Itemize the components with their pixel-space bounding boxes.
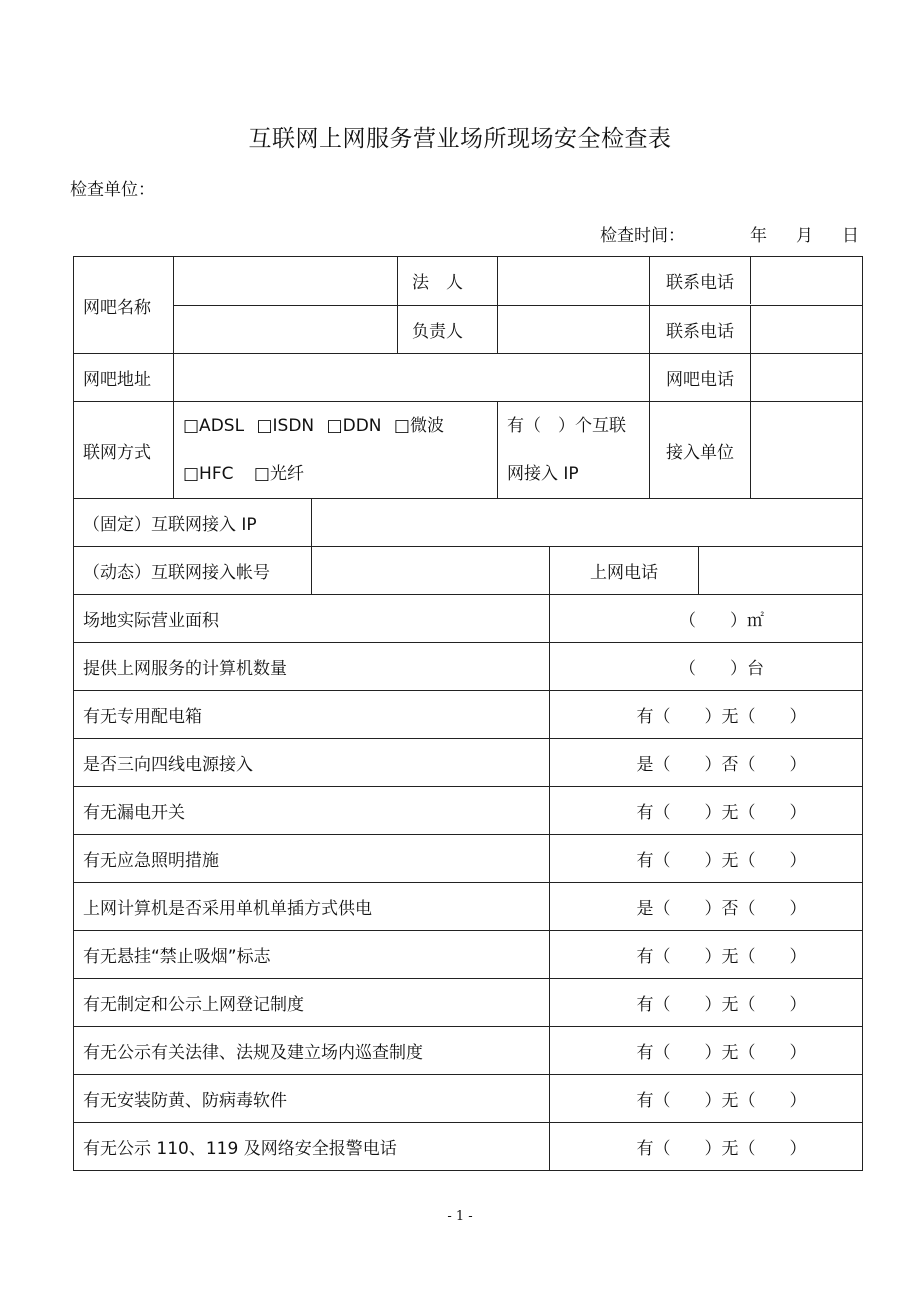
check-item-answer[interactable]: 是（ ）否（ ） (550, 883, 863, 931)
fixed-ip-value[interactable] (312, 499, 863, 547)
check-item-label: 场地实际营业面积 (74, 595, 550, 643)
inspect-time-label: 检查时间： (600, 226, 685, 246)
access-unit-value[interactable] (751, 402, 862, 498)
contact-phone-label: 联系电话 (650, 257, 751, 304)
option-isdn[interactable]: □ISDN (256, 416, 315, 436)
check-item-answer[interactable]: 有（ ）无（ ） (550, 1075, 863, 1123)
inspection-table (73, 256, 863, 1171)
netbar-address-label: 网吧地址 (74, 354, 174, 402)
ip-count-cell[interactable] (498, 402, 650, 499)
check-item-label: 有无悬挂“禁止吸烟”标志 (74, 931, 550, 979)
check-item-answer[interactable]: 是（ ）否（ ） (550, 739, 863, 787)
fixed-ip-label: （固定）互联网接入 IP (74, 499, 312, 547)
table-row (74, 979, 863, 1027)
table-row (74, 691, 863, 739)
check-item-answer[interactable]: 有（ ）无（ ） (550, 1027, 863, 1075)
netbar-name-label: 网吧名称 (74, 257, 174, 354)
option-microwave[interactable]: □微波 (393, 416, 444, 436)
year-label: 年 (750, 226, 767, 246)
netbar-name-value-2[interactable] (174, 305, 398, 354)
check-item-answer[interactable]: 有（ ）无（ ） (550, 835, 863, 883)
check-item-label: 有无专用配电箱 (74, 691, 550, 739)
check-item-label: 是否三向四线电源接入 (74, 739, 550, 787)
contact-phone-cell (650, 257, 863, 306)
check-item-label: 有无应急照明措施 (74, 835, 550, 883)
table-row (74, 883, 863, 931)
option-fiber[interactable]: □光纤 (253, 464, 304, 484)
network-mode-options[interactable] (174, 402, 498, 499)
check-item-answer[interactable]: 有（ ）无（ ） (550, 787, 863, 835)
option-adsl[interactable]: □ADSL (183, 416, 245, 436)
inspect-unit-label: 检查单位： (70, 180, 155, 200)
contact-phone2-label: 联系电话 (650, 306, 751, 353)
day-label: 日 (842, 226, 859, 246)
table-row (74, 931, 863, 979)
contact-phone2-cell (650, 305, 863, 354)
check-item-label: 有无公示 110、119 及网络安全报警电话 (74, 1123, 550, 1171)
check-item-answer[interactable]: 有（ ）无（ ） (550, 979, 863, 1027)
check-item-label: 提供上网服务的计算机数量 (74, 643, 550, 691)
check-item-answer[interactable]: 有（ ）无（ ） (550, 931, 863, 979)
legal-person-value[interactable] (498, 257, 650, 306)
option-ddn[interactable]: □DDN (326, 416, 382, 436)
table-row (74, 595, 863, 643)
access-unit-cell (650, 402, 863, 499)
ip-count-line1: 有（ ）个互联 (507, 416, 626, 436)
netbar-phone-label: 网吧电话 (650, 354, 751, 401)
person-in-charge-label: 负责人 (398, 305, 498, 354)
dynamic-account-value[interactable] (312, 547, 550, 595)
contact-phone-value[interactable] (751, 257, 862, 304)
check-item-label: 有无公示有关法律、法规及建立场内巡查制度 (74, 1027, 550, 1075)
check-item-answer[interactable]: （ ）台 (550, 643, 863, 691)
table-row (74, 1075, 863, 1123)
person-in-charge-value[interactable] (498, 305, 650, 354)
table-row (74, 643, 863, 691)
online-phone-label: 上网电话 (550, 547, 699, 595)
online-phone-value[interactable] (699, 547, 863, 595)
option-hfc[interactable]: □HFC (183, 464, 234, 484)
dynamic-account-label: （动态）互联网接入帐号 (74, 547, 312, 595)
check-item-label: 上网计算机是否采用单机单插方式供电 (74, 883, 550, 931)
check-item-label: 有无制定和公示上网登记制度 (74, 979, 550, 1027)
table-row (74, 787, 863, 835)
network-mode-label: 联网方式 (74, 402, 174, 499)
month-label: 月 (796, 226, 813, 246)
check-item-answer[interactable]: 有（ ）无（ ） (550, 691, 863, 739)
netbar-phone-cell (650, 354, 863, 402)
page-title: 互联网上网服务营业场所现场安全检查表 (248, 126, 672, 152)
check-item-label: 有无安装防黄、防病毒软件 (74, 1075, 550, 1123)
table-row (74, 739, 863, 787)
contact-phone2-value[interactable] (751, 306, 862, 353)
netbar-name-value[interactable] (174, 257, 398, 306)
ip-count-line2: 网接入 IP (507, 464, 579, 484)
check-item-label: 有无漏电开关 (74, 787, 550, 835)
page-number: - 1 - (447, 1209, 473, 1224)
netbar-address-value[interactable] (174, 354, 650, 402)
check-item-answer[interactable]: （ ）㎡ (550, 595, 863, 643)
table-row (74, 1027, 863, 1075)
netbar-phone-value[interactable] (751, 354, 862, 401)
access-unit-label: 接入单位 (650, 402, 751, 498)
check-item-answer[interactable]: 有（ ）无（ ） (550, 1123, 863, 1171)
table-row (74, 1123, 863, 1171)
table-row (74, 835, 863, 883)
legal-person-label: 法 人 (398, 257, 498, 306)
